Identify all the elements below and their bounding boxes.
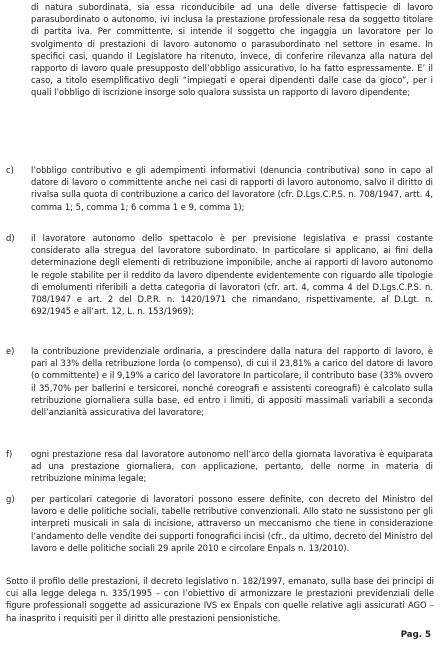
list-item-text: il lavoratore autonomo dello spettacolo è per previsione legislativa e prassi costante considerato alla stregua del lavoratore subordinato. In particolare si applicano, ai fini della determinazione degli elementi di retribuzione imponibile, anche ai rapporti di lavoro autonomo le regole stabilite per il reddito da lavoro dipendente evidentemente con riguardo alle tipologie di emolumenti riferibili a detta categoria di lavoratori (cfr. art. 4, comma 4 del D.Lgs.C.P.S. n. 708/1947 e art. 2 del D.P.R. n. 1420/1971 che rimandano, rispettivamente, al D.Lgt. n. 692/1945 e all’art. 12, L. n. 153/1969);: [31, 233, 433, 317]
closing-paragraph: Sotto il profilo delle prestazioni, il decreto legislativo n. 182/1997, emanato, sulla base dei principi di cui alla legge delega n. 335/1995 – con l’obiettivo di armonizzare le prestazioni previdenziali delle figure professionali soggette ad assicurazione IVS ex Enpals con quelle relative agli assicurati AGO – ha inasprito i requisiti per il diritto alle prestazioni pensionistiche.: [6, 576, 434, 623]
list-item-text: la contribuzione previdenziale ordinaria, a prescindere dalla natura del rapporto di lavoro, è pari al 33% della retribuzione lorda (o compenso), di cui il 23,81% a carico del datore di lavoro (o committente) e il 9,19% a carico del lavoratore In particolare, il contributo base (33% ovvero il 35,70% per ballerini e tersicorei, nonché coreografi e assistenti coreografi) è calcolato sulla retribuzione giornaliera sulla base, ed entro i limiti, di appositi massimali variabili a seconda dell’anzianità assicurativa del lavoratore;: [31, 346, 433, 418]
list-item-label: f): [6, 449, 13, 459]
list-item-text: l’obbligo contributivo e gli adempimenti informativi (denuncia contributiva) sono in capo al datore di lavoro o committente anche nei casi di rapporti di lavoro autonomo, salvo il diritto di rivalsa sulla quota di contribuzione a carico del lavoratore (cfr. D.Lgs.C.P.S. n. 708/1947, artt. 4, comma 1; 5, comma 1; 6 comma 1 e 9, comma 1);: [31, 165, 433, 212]
list-item-label: d): [6, 233, 15, 243]
list-item-label: e): [6, 346, 15, 356]
intro-paragraph: di natura subordinata, sia essa riconducibile ad una delle diverse fattispecie di lavoro parasubordinato o autonomo, ivi inclusa la prestazione professionale resa da soggetto titolare di partita iva. Per committente, si intende il soggetto che ingaggia un lavoratore per lo svolgimento di prestazioni di lavoro autonomo o parasubordinato nel settore in esame. In specifici casi, quando il Legislatore ha ritenuto, invece, di conferire rilevanza alla natura del rapporto di lavoro quale presupposto dell’obbligo assicurativo, lo ha fatto espressamente. E’ il caso, a titolo esemplificativo degli “impiegati e operai dipendenti dalle case da gioco”, per i quali l’obbligo di iscrizione insorge solo qualora sussista un rapporto di lavoro dipendente;: [31, 2, 433, 98]
page-number: Pag. 5: [400, 630, 431, 640]
list-item-label: g): [6, 494, 15, 504]
list-item-text: ogni prestazione resa dal lavoratore autonomo nell’arco della giornata lavorativa è equiparata ad una prestazione giornaliera, con applicazione, pertanto, delle norme in materia di retribuzione minima legale;: [31, 449, 433, 484]
list-item-label: c): [6, 165, 14, 175]
list-item-text: per particolari categorie di lavoratori possono essere definite, con decreto del Ministro del lavoro e delle politiche sociali, tabelle retributive convenzionali. Allo stato ne sussistono per gli interpreti musicali in sala di incisione, attraverso un meccanismo che tiene in considerazione l’andamento delle vendite dei supporti fonografici incisi (cfr., da ultimo, decreto del Ministro del lavoro e delle politiche sociali 29 aprile 2010 e circolare Enpals n. 13/2010).: [31, 494, 433, 553]
